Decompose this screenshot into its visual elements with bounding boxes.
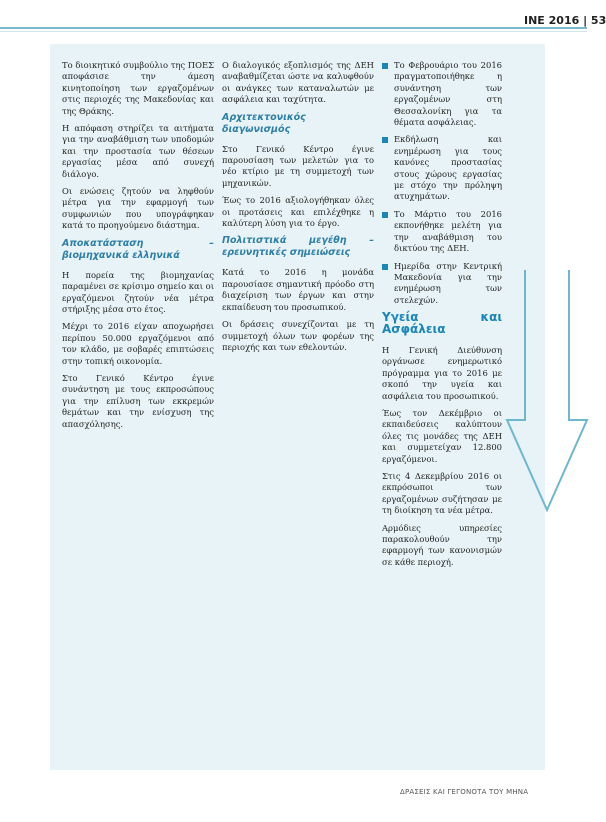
paragraph: Στις 4 Δεκεμβρίου 2016 οι εκπρόσωποι των εργαζομένων συζήτησαν με τη διοίκηση τα νέα μέτρα. — [382, 471, 502, 516]
page-number: ΙΝΕ 2016 | 53 — [524, 14, 606, 27]
paragraph: Στο Γενικό Κέντρο έγινε παρουσίαση των μελετών για το νέο κτίριο με τη συμμετοχή των μηχανικών. — [222, 143, 374, 188]
paragraph: Οι δράσεις συνεχίζονται με τη συμμετοχή όλων των φορέων της περιοχής και των εθελοντών. — [222, 319, 374, 352]
paragraph: Κατά το 2016 η μονάδα παρουσίασε σημαντική πρόοδο στη διαχείριση των έργων και στην εκπαίδευση του προσωπικού. — [222, 267, 374, 312]
subheading: Αρχιτεκτονικός διαγωνισμός — [222, 111, 306, 135]
bullet-item: Εκδήλωση και ενημέρωση για τους κανόνες προστασίας στους χώρους εργασίας με στόχο την πρόληψη ατυχημάτων. — [382, 134, 502, 202]
section-heading: Υγεία και Ασφάλεια — [382, 310, 502, 336]
paragraph: Η απόφαση στηρίζει τα αιτήματα για την αναβάθμιση των υποδομών και την προστασία των θέσεων εργασίας μέσα από συνεχή διάλογο. — [62, 123, 214, 179]
paragraph: Η Γενική Διεύθυνση οργάνωσε ενημερωτικό πρόγραμμα για το 2016 με σκοπό την υγεία και ασφάλεια του προσωπικού. — [382, 344, 502, 401]
header-rule-thin — [0, 31, 587, 32]
subheading: Αποκατάσταση – βιομηχανικά ελληνικά — [62, 237, 214, 261]
paragraph: Αρμόδιες υπηρεσίες παρακολουθούν την εφαρμογή των κανονισμών σε κάθε περιοχή. — [382, 522, 502, 567]
arrow-down-icon — [507, 270, 587, 520]
header-rule — [0, 27, 587, 29]
paragraph: Μέχρι το 2016 είχαν αποχωρήσει περίπου 50.000 εργαζόμενοι από τον κλάδο, με σοβαρές επιπτώσεις στην τοπική οικονομία. — [62, 321, 214, 366]
paragraph: Έως το 2016 αξιολογήθηκαν όλες οι προτάσεις και επιλέχθηκε η καλύτερη λύση για το έργο. — [222, 195, 374, 229]
bullet-item: Το Φεβρουάριο του 2016 πραγματοποιήθηκε η συνάντηση των εργαζομένων στη Θεσσαλονίκη για τα θέματα ασφάλειας. — [382, 60, 502, 128]
paragraph: Το διοικητικό συμβούλιο της ΠΟΕΣ αποφάσισε την άμεση κινητοποίηση των εργαζομένων στις περιοχές της Μακεδονίας και της Θράκης. — [62, 60, 214, 116]
paragraph: Οι ενώσεις ζητούν να ληφθούν μέτρα για την εφαρμογή των συμφωνιών που υπογράφηκαν κατά το προηγούμενο διάστημα. — [62, 186, 214, 231]
column-2 — [222, 60, 374, 752]
bullet-item: Το Μάρτιο του 2016 εκπονήθηκε μελέτη για την αναβάθμιση του δικτύου της ΔΕΗ. — [382, 209, 502, 255]
column-1 — [62, 60, 214, 752]
subheading: Πολιτιστικά μεγέθη – ερευνητικές σημειώσεις — [222, 235, 374, 259]
paragraph: Ο διαλογικός εξοπλισμός της ΔΕΗ αναβαθμίζεται ώστε να καλυφθούν οι ανάγκες των καταναλωτών με ασφάλεια και ταχύτητα. — [222, 60, 374, 105]
page-footer: ΔΡΑΣΕΙΣ ΚΑΙ ΓΕΓΟΝΟΤΑ ΤΟΥ ΜΗΝΑ — [400, 788, 529, 796]
paragraph: Στο Γενικό Κέντρο έγινε συνάντηση με τους εκπροσώπους για την επίλυση των εκκρεμών θεμάτων και την ενίσχυση της απασχόλησης. — [62, 372, 214, 429]
bullet-item: Ημερίδα στην Κεντρική Μακεδονία για την ενημέρωση των στελεχών. — [382, 261, 502, 307]
column-3 — [382, 60, 502, 752]
paragraph: Η πορεία της βιομηχανίας παραμένει σε κρίσιμο σημείο και οι εργαζόμενοι ζητούν νέα μέτρα στήριξης μέσα στο έτος. — [62, 269, 214, 314]
paragraph: Έως τον Δεκέμβριο οι εκπαιδεύσεις καλύπτουν όλες τις μονάδες της ΔΕΗ και συμμετείχαν 12.800 εργαζόμενοι. — [382, 407, 502, 464]
